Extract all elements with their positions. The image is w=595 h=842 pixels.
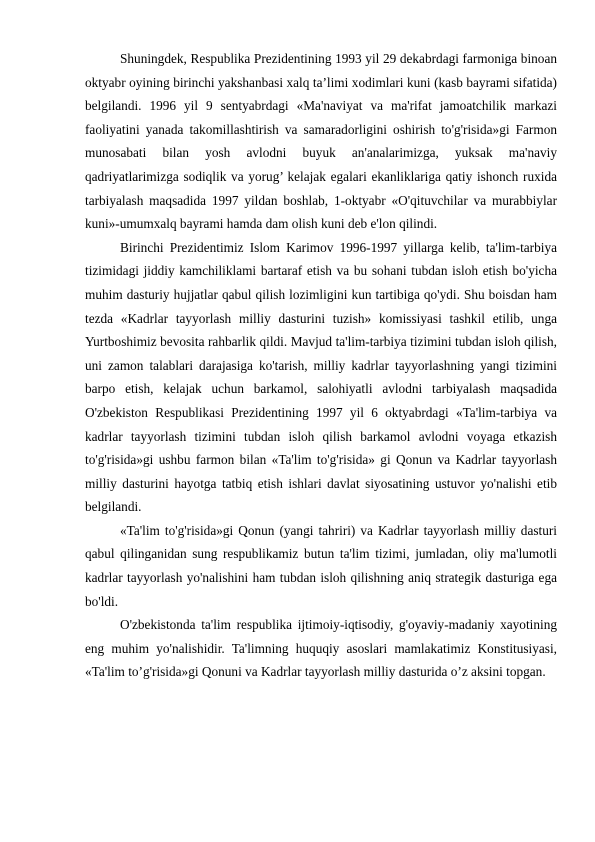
paragraph-2: Birinchi Prezidentimiz Islom Karimov 1996-1997 yillarga kelib, ta'lim-tarbiya tizimidagi jiddiy kamchiliklami bartaraf etish va bu sohani tubdan isloh etish bo'yicha muhim dasturiy hujjatlar qabul qilish lozimligini kun tartibiga qo'ydi. Shu boisdan ham tezda «Kadrlar tayyorlash milliy dasturini tuzish» komissiyasi tashkil etilib, unga Yurtboshimiz bevosita rahbarlik qildi. Mavjud ta'lim-tarbiya tizimini tubdan isloh qilish, uni zamon talablari darajasiga ko'tarish, milliy kadrlar tayyorlashning yangi tizimini barpo etish, kelajak uchun barkamol, salohiyatli avlodni tarbiyalash maqsadida O'zbekiston Respublikasi Prezidentining 1997 yil 6 oktyabrdagi «Ta'lim-tarbiya va kadrlar tayyorlash tizimini tubdan isloh qilish barkamol avlodni voyaga etkazish to'g'risida»gi ushbu farmon bilan «Ta'lim to'g'risida» gi Qonun va Kadrlar tayyorlash milliy dasturini hayotga tatbiq etish ishlari davlat siyosatining ustuvor yo'nalishi etib belgilandi. (85, 239, 557, 515)
paragraph-1: Shuningdek, Respublika Prezidentining 1993 yil 29 dekabrdagi farmoniga binoan oktyabr oyining birinchi yakshanbasi xalq ta’limi xodimlari kuni (kasb bayrami sifatida) belgilandi. 1996 yil 9 sentyabrdagi «Ma'naviyat va ma'rifat jamoatchilik markazi faoliyatini yanada takomillashtirish va samaradorligini oshirish to'g'risida»gi Farmon munosabati bilan yosh avlodni buyuk an'analarimizga, yuksak ma'naviy qadriyatlarimizga sodiqlik va yorug’ kelajak egalari ekanliklariga qatiy ishonch ruxida tarbiyalash maqsadida 1997 yildan boshlab, 1-oktyabr «O'qituvchilar va murabbiylar kuni»-umumxalq bayrami hamda dam olish kuni deb e'lon qilindi. (85, 51, 557, 232)
paragraph-4: O'zbekistonda ta'lim respublika ijtimoiy-iqtisodiy, g'oyaviy-madaniy xayotining eng muhim yo'nalishidir. Ta'limning huquqiy asoslari mamlakatimiz Konstitusiyasi, «Ta'lim to’g'risida»gi Qonuni va Kadrlar tayyorlash milliy dasturida o’z aksini topgan. (85, 617, 557, 680)
document-body (85, 47, 557, 684)
paragraph-3: «Ta'lim to'g'risida»gi Qonun (yangi tahriri) va Kadrlar tayyorlash milliy dasturi qabul qilinganidan sung respublikamiz butun ta'lim tizimi, jumladan, oliy ma'lumotli kadrlar tayyorlash yo'nalishini ham tubdan isloh qilishning aniq strategik dasturiga ega bo'ldi. (85, 522, 557, 609)
